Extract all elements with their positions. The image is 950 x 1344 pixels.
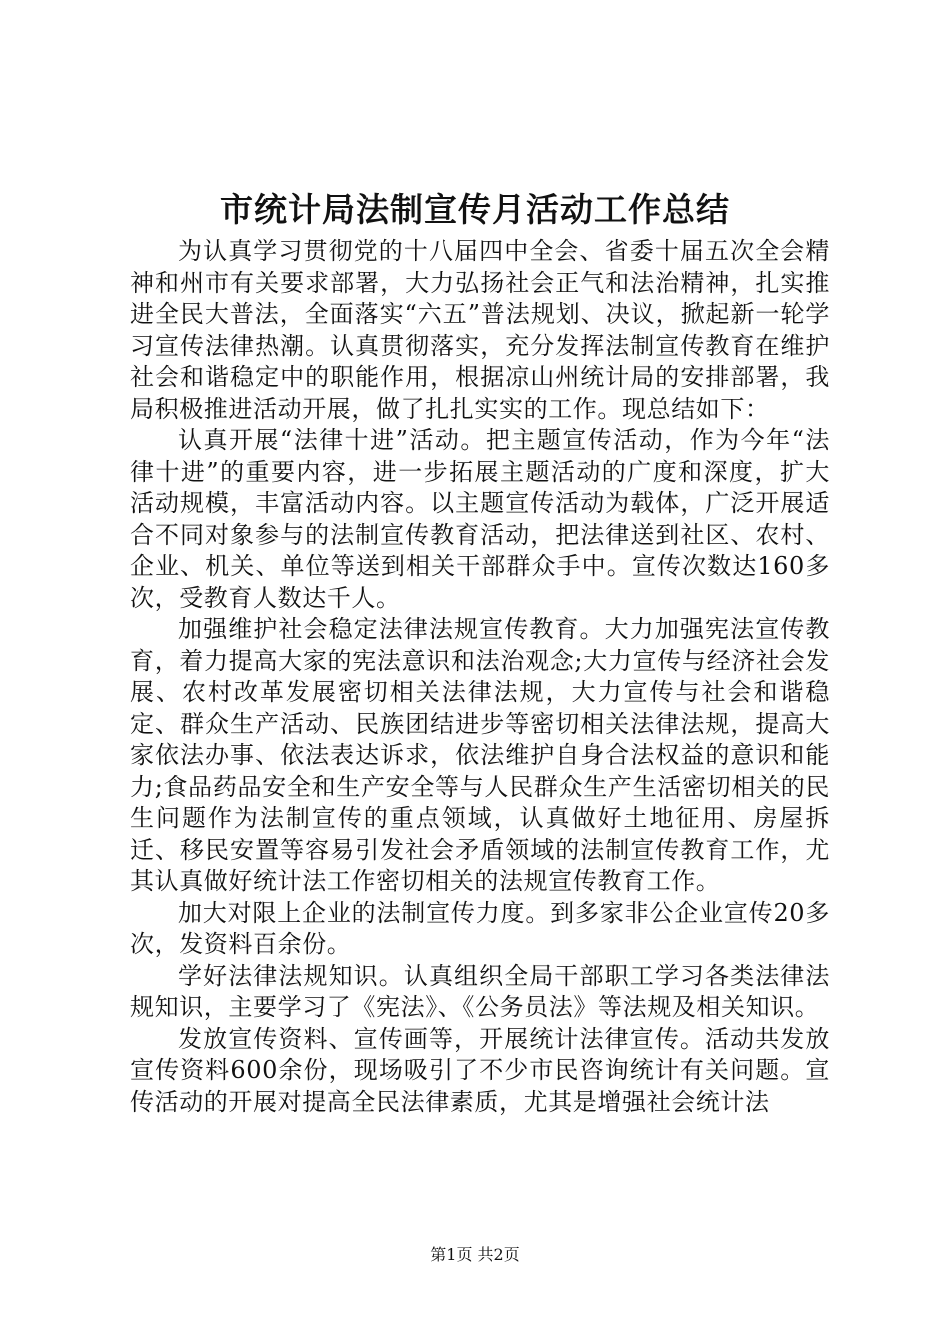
document-body — [130, 236, 830, 1118]
paragraph-enterprise-publicity: 加大对限上企业的法制宣传力度。到多家非公企业宣传20多次，发资料百余份。 — [130, 898, 830, 958]
document-title: 市统计局法制宣传月活动工作总结 — [220, 190, 730, 229]
paragraph-study-laws: 学好法律法规知识。认真组织全局干部职工学习各类法律法规知识，主要学习了《宪法》、《公务员法》等法规及相关知识。 — [130, 961, 830, 1021]
paragraph-distribute-materials: 发放宣传资料、宣传画等，开展统计法律宣传。活动共发放宣传资料600余份，现场吸引了不少市民咨询统计有关问题。宣传活动的开展对提高全民法律素质，尤其是增强社会统计法 — [130, 1024, 830, 1116]
page-number-footer: 第1页 共2页 — [430, 1245, 520, 1264]
paragraph-stability-education: 加强维护社会稳定法律法规宣传教育。大力加强宪法宣传教育，着力提高大家的宪法意识和法治观念;大力宣传与经济社会发展、农村改革发展密切相关法律法规，大力宣传与社会和谐稳定、群众生产活动、民族团结进步等密切相关法律法规，提高大家依法办事、依法表达诉求，依法维护自身合法权益的意识和能力;食品药品安全和生产安全等与人民群众生产生活密切相关的民生问题作为法制宣传的重点领域，认真做好土地征用、房屋拆迁、移民安置等容易引发社会矛盾领域的法制宣传教育工作，尤其认真做好统计法工作密切相关的法规宣传教育工作。 — [130, 615, 830, 895]
paragraph-intro: 为认真学习贯彻党的十八届四中全会、省委十届五次全会精神和州市有关要求部署，大力弘扬社会正气和法治精神，扎实推进全民大普法，全面落实“六五”普法规划、决议，掀起新一轮学习宣传法律热潮。认真贯彻落实，充分发挥法制宣传教育在维护社会和谐稳定中的职能作用，根据凉山州统计局的安排部署，我局积极推进活动开展，做了扎扎实实的工作。现总结如下： — [130, 237, 830, 423]
paragraph-law-ten-entries: 认真开展“法律十进”活动。把主题宣传活动，作为今年“法律十进”的重要内容，进一步拓展主题活动的广度和深度，扩大活动规模，丰富活动内容。以主题宣传活动为载体，广泛开展适合不同对象参与的法制宣传教育活动，把法律送到社区、农村、企业、机关、单位等送到相关干部群众手中。宣传次数达160多次，受教育人数达千人。 — [130, 426, 830, 612]
